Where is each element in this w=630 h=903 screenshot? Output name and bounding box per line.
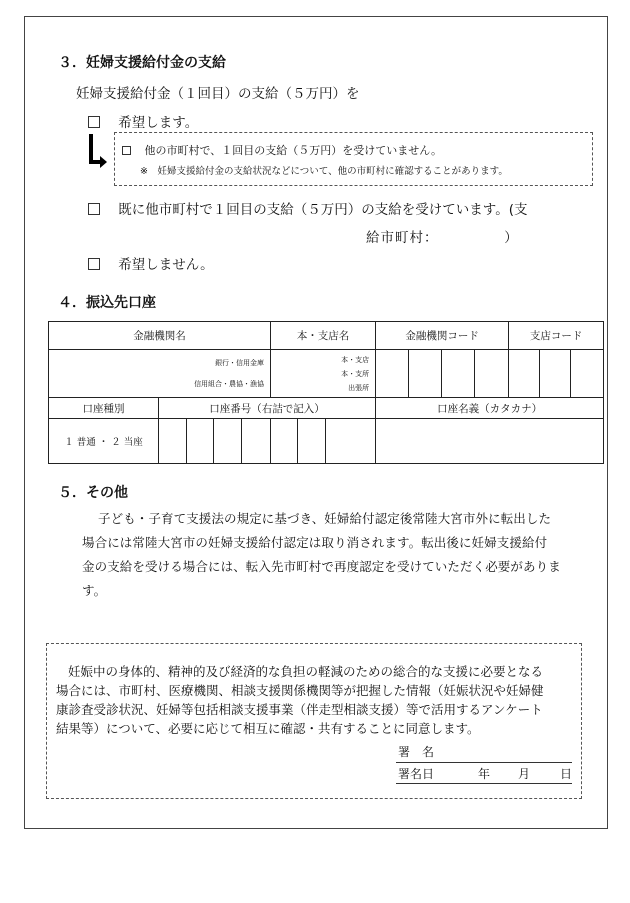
- header-account-number: 口座番号（右詰で記入）: [159, 398, 376, 419]
- header-branch-code: 支店コード: [509, 322, 604, 350]
- section5-line: 金の支給を受ける場合には、転入先市町村で再度認定を受けていただく必要がありま: [82, 559, 561, 574]
- section4-heading: ４．振込先口座: [58, 295, 156, 311]
- header-branch-name: 本・支店名: [271, 322, 376, 350]
- branch-code-digit[interactable]: [571, 350, 604, 398]
- section5-line: 子ども・子育て支援法の規定に基づき、妊婦給付認定後常陸大宮市外に転出した: [98, 511, 552, 526]
- bank-type-2: 信用組合・農協・漁協: [194, 379, 265, 388]
- arrow-down-right-icon: [86, 132, 108, 172]
- header-bank-code: 金融機関コード: [376, 322, 509, 350]
- section5-heading: ５．その他: [58, 485, 128, 501]
- section3-lead: 妊婦支援給付金（１回目）の支給（５万円）を: [76, 86, 360, 102]
- consent-line: 康診査受診状況、妊婦等包括相談支援事業（伴走型相談支援）等で活用するアンケート: [56, 702, 543, 717]
- option-wish-label: 希望します。: [118, 115, 199, 131]
- bank-code-digit[interactable]: [376, 350, 409, 398]
- section5-line: 場合には常陸大宮市の妊婦支援給付認定は取り消されます。転出後に妊婦支援給付: [82, 535, 548, 550]
- section5-line: す。: [82, 583, 107, 598]
- bank-code-digit[interactable]: [475, 350, 509, 398]
- option-received-checkbox[interactable]: [88, 203, 100, 215]
- branch-name-input[interactable]: [271, 350, 376, 398]
- consent-text: [56, 662, 578, 738]
- sub-option-box: [114, 132, 593, 186]
- branch-code-digit[interactable]: [509, 350, 540, 398]
- option-wish[interactable]: [88, 111, 198, 131]
- signature-date-field[interactable]: [396, 783, 572, 784]
- branch-code-digit[interactable]: [540, 350, 571, 398]
- branch-type-1: 本・支店: [341, 355, 370, 364]
- consent-line: 結果等）について、必要に応じて相互に確認・共有することに同意します。: [56, 721, 480, 736]
- option-not-wish-label: 希望しません。: [118, 257, 214, 273]
- signature-field[interactable]: [396, 762, 572, 763]
- bank-type-1: 銀行・信用金庫: [215, 358, 265, 367]
- account-number-digit[interactable]: [271, 419, 298, 464]
- sub-option-note: ※ 妊婦支援給付金の支給状況などについて、他の市町村に確認することがあります。: [140, 166, 508, 177]
- account-number-digit[interactable]: [298, 419, 326, 464]
- sub-option-label: 他の市町村で、１回目の支給（５万円）を受けていません。: [144, 144, 442, 157]
- option-received-municipality: 給市町村： ）: [366, 230, 519, 246]
- branch-type-3: 出張所: [348, 383, 370, 392]
- option-not-wish[interactable]: [88, 253, 214, 273]
- date-month-label: 月: [518, 767, 531, 781]
- consent-line: 妊娠中の身体的、精神的及び経済的な負担の軽減のための総合的な支援に必要となる: [68, 664, 544, 679]
- option-received-label: 既に他市町村で１回目の支給（５万円）の支給を受けています。(支: [118, 202, 528, 218]
- account-name-input[interactable]: [376, 419, 604, 464]
- account-number-digit[interactable]: [242, 419, 271, 464]
- sub-option-checkbox[interactable]: [122, 146, 131, 155]
- header-account-type: 口座種別: [49, 398, 159, 419]
- account-number-digit[interactable]: [187, 419, 214, 464]
- signature-date-label: 署名日: [398, 767, 435, 781]
- sub-option[interactable]: [122, 142, 442, 158]
- option-wish-checkbox[interactable]: [88, 116, 100, 128]
- header-account-name: 口座名義（カタカナ）: [376, 398, 604, 419]
- signature-label: 署 名: [398, 745, 435, 759]
- date-year-label: 年: [478, 767, 491, 781]
- account-number-digit[interactable]: [326, 419, 376, 464]
- header-bank-name: 金融機関名: [49, 322, 271, 350]
- account-type-select[interactable]: １ 普通 ・ ２ 当座: [49, 419, 159, 464]
- consent-line: 場合には、市町村、医療機関、相談支援関係機関等が把握した情報（妊娠状況や妊婦健: [56, 683, 544, 698]
- option-received[interactable]: [88, 198, 527, 218]
- section5-body: [82, 507, 580, 603]
- section3-heading: ３．妊婦支援給付金の支給: [58, 55, 226, 71]
- bank-name-input[interactable]: [49, 350, 271, 398]
- option-not-wish-checkbox[interactable]: [88, 258, 100, 270]
- account-number-digit[interactable]: [159, 419, 187, 464]
- branch-type-2: 本・支所: [341, 369, 370, 378]
- bank-code-digit[interactable]: [442, 350, 475, 398]
- account-number-digit[interactable]: [214, 419, 242, 464]
- bank-account-table: [48, 321, 604, 464]
- bank-code-digit[interactable]: [409, 350, 442, 398]
- date-day-label: 日: [560, 767, 573, 781]
